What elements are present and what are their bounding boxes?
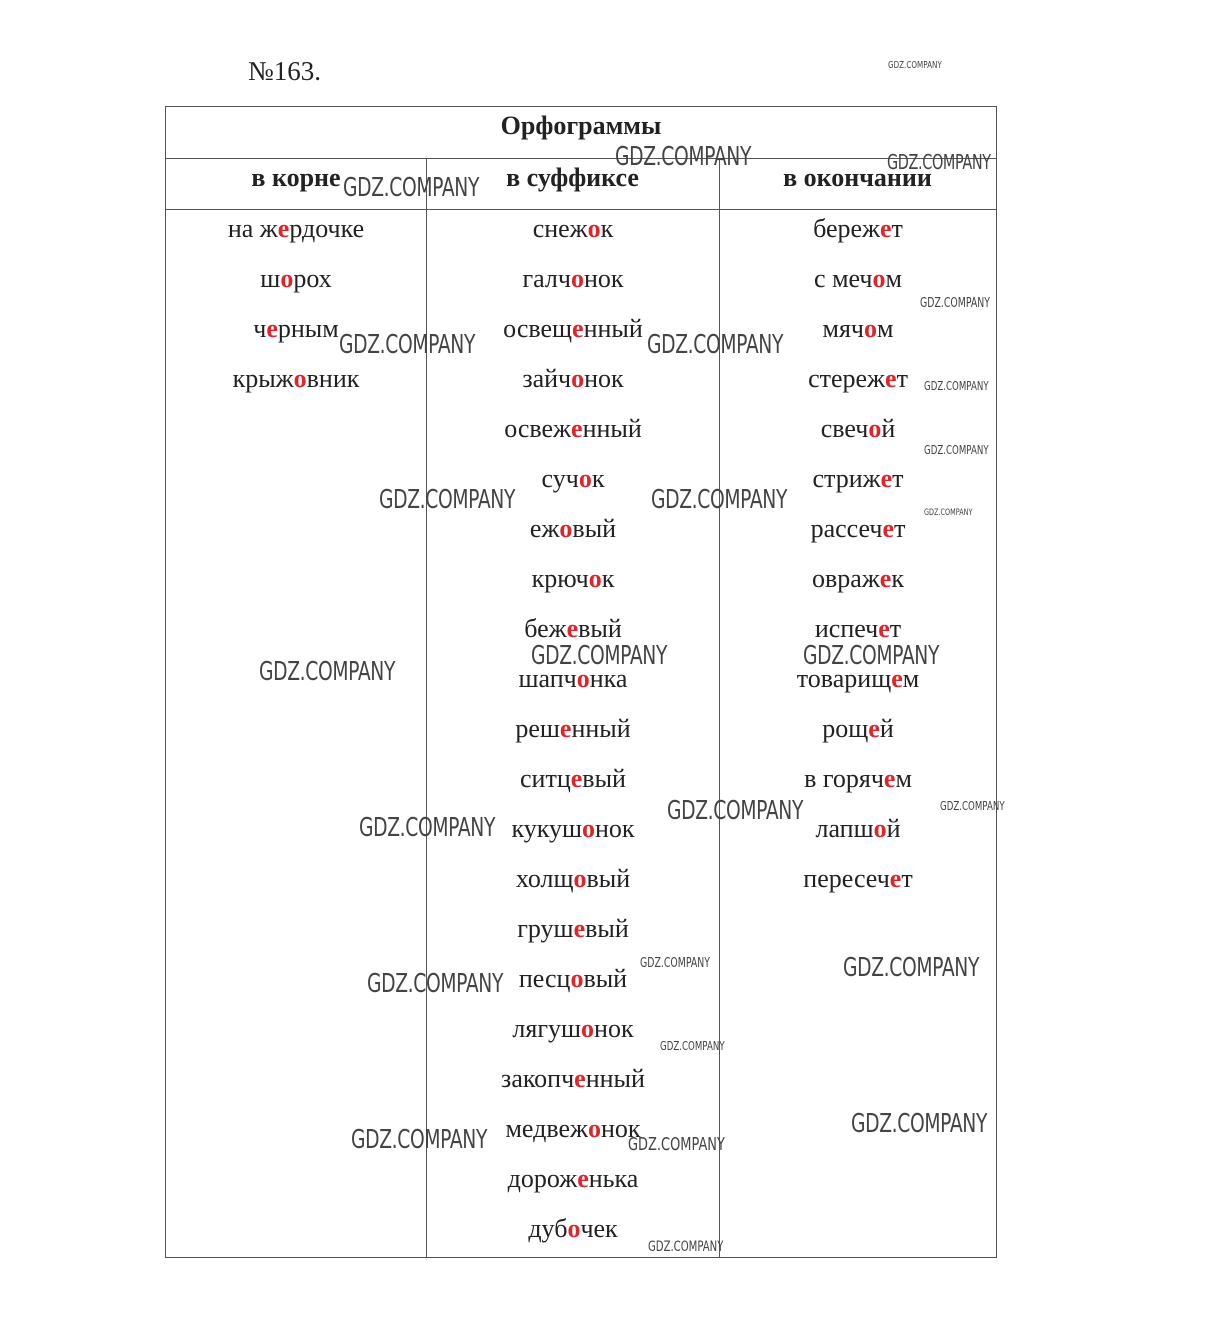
word-part: вый — [578, 614, 622, 643]
watermark: GDZ.COMPANY — [920, 296, 990, 311]
word-item — [427, 710, 719, 760]
word-part: еж — [529, 514, 560, 543]
word-part: нок — [584, 364, 624, 393]
watermark: GDZ.COMPANY — [339, 330, 476, 360]
word-item — [427, 210, 719, 260]
watermark: GDZ.COMPANY — [379, 485, 516, 515]
highlighted-vowel: о — [873, 814, 887, 843]
word-part: нька — [588, 1164, 639, 1193]
highlighted-vowel: о — [570, 264, 584, 293]
highlighted-vowel: о — [576, 664, 590, 693]
watermark: GDZ.COMPANY — [843, 953, 980, 983]
watermark: GDZ.COMPANY — [351, 1125, 488, 1155]
word-item — [166, 260, 426, 310]
highlighted-vowel: е — [868, 714, 880, 743]
word-part: й — [879, 714, 894, 743]
column-suffix — [427, 210, 719, 1260]
watermark: GDZ.COMPANY — [924, 379, 989, 393]
word-part: товарищ — [796, 664, 892, 693]
word-part: м — [902, 664, 920, 693]
word-part: т — [892, 464, 904, 493]
word-part: чек — [580, 1214, 618, 1243]
highlighted-vowel: о — [587, 214, 601, 243]
word-item — [720, 210, 996, 260]
highlighted-vowel: е — [891, 664, 903, 693]
word-item — [427, 860, 719, 910]
highlighted-vowel: е — [571, 414, 583, 443]
highlighted-vowel: о — [280, 264, 294, 293]
word-item — [720, 560, 996, 610]
word-part: груш — [517, 914, 574, 943]
watermark: GDZ.COMPANY — [888, 60, 942, 71]
watermark: GDZ.COMPANY — [940, 799, 1005, 813]
word-part: нок — [595, 814, 635, 843]
watermark: GDZ.COMPANY — [924, 443, 989, 457]
word-part: нка — [589, 664, 628, 693]
word-part: вый — [585, 914, 629, 943]
word-part: береж — [813, 214, 880, 243]
word-part: песц — [518, 964, 571, 993]
word-part: медвеж — [505, 1114, 588, 1143]
word-part: й — [881, 414, 896, 443]
word-part: нный — [583, 314, 643, 343]
highlighted-vowel: о — [864, 314, 878, 343]
column-root — [166, 210, 426, 410]
word-part: вый — [583, 964, 628, 993]
word-part: нный — [582, 414, 642, 443]
highlighted-vowel: о — [570, 964, 584, 993]
highlighted-vowel: е — [266, 314, 278, 343]
word-part: пересеч — [803, 864, 890, 893]
task-number: №163. — [248, 56, 322, 86]
highlighted-vowel: е — [577, 1164, 589, 1193]
word-part: испеч — [814, 614, 879, 643]
word-part: вый — [572, 514, 617, 543]
word-part: т — [889, 614, 902, 643]
word-part: т — [901, 864, 913, 893]
word-part: закопч — [501, 1064, 575, 1093]
word-part: нок — [600, 1114, 641, 1143]
highlighted-vowel: о — [588, 564, 602, 593]
word-part: беж — [524, 614, 567, 643]
watermark: GDZ.COMPANY — [667, 796, 804, 826]
word-part: т — [891, 214, 903, 243]
watermark: GDZ.COMPANY — [851, 1109, 988, 1139]
word-part: к — [591, 464, 605, 493]
highlighted-vowel: е — [883, 764, 896, 793]
word-part: свеч — [820, 414, 869, 443]
word-part: реш — [515, 714, 560, 743]
watermark: GDZ.COMPANY — [367, 969, 504, 999]
word-part: галч — [522, 264, 571, 293]
highlighted-vowel: о — [872, 264, 886, 293]
word-part: в горяч — [804, 764, 884, 793]
watermark: GDZ.COMPANY — [640, 956, 710, 971]
header-ending: в окончании — [719, 158, 996, 210]
highlighted-vowel: о — [573, 864, 587, 893]
watermark: GDZ.COMPANY — [615, 142, 752, 172]
word-item — [166, 210, 426, 260]
word-part: суч — [541, 464, 579, 493]
watermark: GDZ.COMPANY — [924, 508, 973, 518]
word-part: й — [886, 814, 901, 843]
word-part: холщ — [515, 864, 574, 893]
highlighted-vowel: о — [567, 1214, 581, 1243]
word-item — [166, 360, 426, 410]
highlighted-vowel: о — [559, 514, 573, 543]
highlighted-vowel: о — [582, 814, 595, 843]
word-part: м — [895, 764, 912, 793]
word-item — [720, 860, 996, 910]
highlighted-vowel: е — [572, 314, 584, 343]
watermark: GDZ.COMPANY — [531, 641, 668, 671]
word-part: с меч — [814, 264, 873, 293]
highlighted-vowel: о — [293, 364, 307, 393]
word-part: т — [896, 364, 908, 393]
word-part: освеж — [504, 414, 572, 443]
highlighted-vowel: е — [885, 364, 897, 393]
highlighted-vowel: е — [559, 714, 572, 743]
highlighted-vowel: е — [880, 214, 892, 243]
word-part: рным — [277, 314, 339, 343]
word-item — [427, 360, 719, 410]
word-part: рощ — [822, 714, 869, 743]
highlighted-vowel: е — [889, 864, 902, 893]
word-part: лапш — [815, 814, 874, 843]
highlighted-vowel: е — [574, 1064, 586, 1093]
word-item — [427, 560, 719, 610]
word-part: мяч — [822, 314, 865, 343]
word-part: лягуш — [512, 1014, 582, 1043]
word-item — [427, 910, 719, 960]
highlighted-vowel: о — [587, 1114, 601, 1143]
highlighted-vowel: е — [566, 614, 579, 643]
word-item — [427, 1160, 719, 1210]
word-part: дуб — [528, 1214, 568, 1243]
word-item — [720, 710, 996, 760]
watermark: GDZ.COMPANY — [803, 641, 940, 671]
word-item — [427, 510, 719, 560]
word-part: к — [891, 564, 904, 593]
watermark: GDZ.COMPANY — [628, 1134, 725, 1155]
watermark: GDZ.COMPANY — [259, 657, 396, 687]
highlighted-vowel: е — [573, 914, 586, 943]
word-part: нок — [594, 1014, 634, 1043]
word-part: крыж — [232, 364, 294, 393]
word-part: дорож — [507, 1164, 578, 1193]
word-part: м — [885, 264, 902, 293]
highlighted-vowel: е — [879, 564, 892, 593]
word-part: нный — [571, 714, 631, 743]
word-part: стриж — [812, 464, 881, 493]
highlighted-vowel: е — [570, 764, 583, 793]
word-part: овраж — [812, 564, 880, 593]
highlighted-vowel: е — [882, 514, 895, 543]
word-part: на ж — [227, 214, 278, 243]
watermark: GDZ.COMPANY — [648, 1239, 724, 1255]
word-item — [427, 410, 719, 460]
watermark: GDZ.COMPANY — [887, 150, 991, 174]
word-part: снеж — [532, 214, 588, 243]
watermark: GDZ.COMPANY — [647, 330, 784, 360]
header-suffix: в суффиксе — [426, 158, 719, 210]
word-part: ч — [253, 314, 267, 343]
word-part: ситц — [520, 764, 571, 793]
highlighted-vowel: о — [571, 364, 585, 393]
word-part: ш — [260, 264, 281, 293]
word-part: освещ — [503, 314, 573, 343]
highlighted-vowel: о — [581, 1014, 595, 1043]
watermark: GDZ.COMPANY — [343, 173, 480, 203]
word-item — [427, 260, 719, 310]
table-title: Орфограммы — [166, 107, 996, 159]
word-part: нок — [583, 264, 624, 293]
highlighted-vowel: е — [880, 464, 893, 493]
word-part: рассеч — [810, 514, 883, 543]
word-part: крюч — [531, 564, 589, 593]
word-part: вый — [586, 864, 631, 893]
word-part: м — [877, 314, 894, 343]
word-part: вник — [306, 364, 360, 393]
header-root: в корне — [166, 158, 426, 210]
word-part: рдочке — [289, 214, 365, 243]
word-item — [427, 1060, 719, 1110]
watermark: GDZ.COMPANY — [660, 1039, 725, 1053]
watermark: GDZ.COMPANY — [651, 485, 788, 515]
word-part: нный — [585, 1064, 645, 1093]
word-part: рох — [293, 264, 332, 293]
highlighted-vowel: о — [578, 464, 592, 493]
word-part: к — [600, 214, 614, 243]
highlighted-vowel: о — [868, 414, 882, 443]
watermark: GDZ.COMPANY — [359, 813, 496, 843]
word-part: вый — [582, 764, 626, 793]
word-part: кукуш — [511, 814, 582, 843]
word-part: стереж — [808, 364, 886, 393]
word-part: зайч — [522, 364, 572, 393]
highlighted-vowel: е — [878, 614, 890, 643]
word-part: шапч — [518, 664, 577, 693]
word-part: к — [601, 564, 615, 593]
highlighted-vowel: е — [277, 214, 290, 243]
word-part: т — [894, 514, 906, 543]
